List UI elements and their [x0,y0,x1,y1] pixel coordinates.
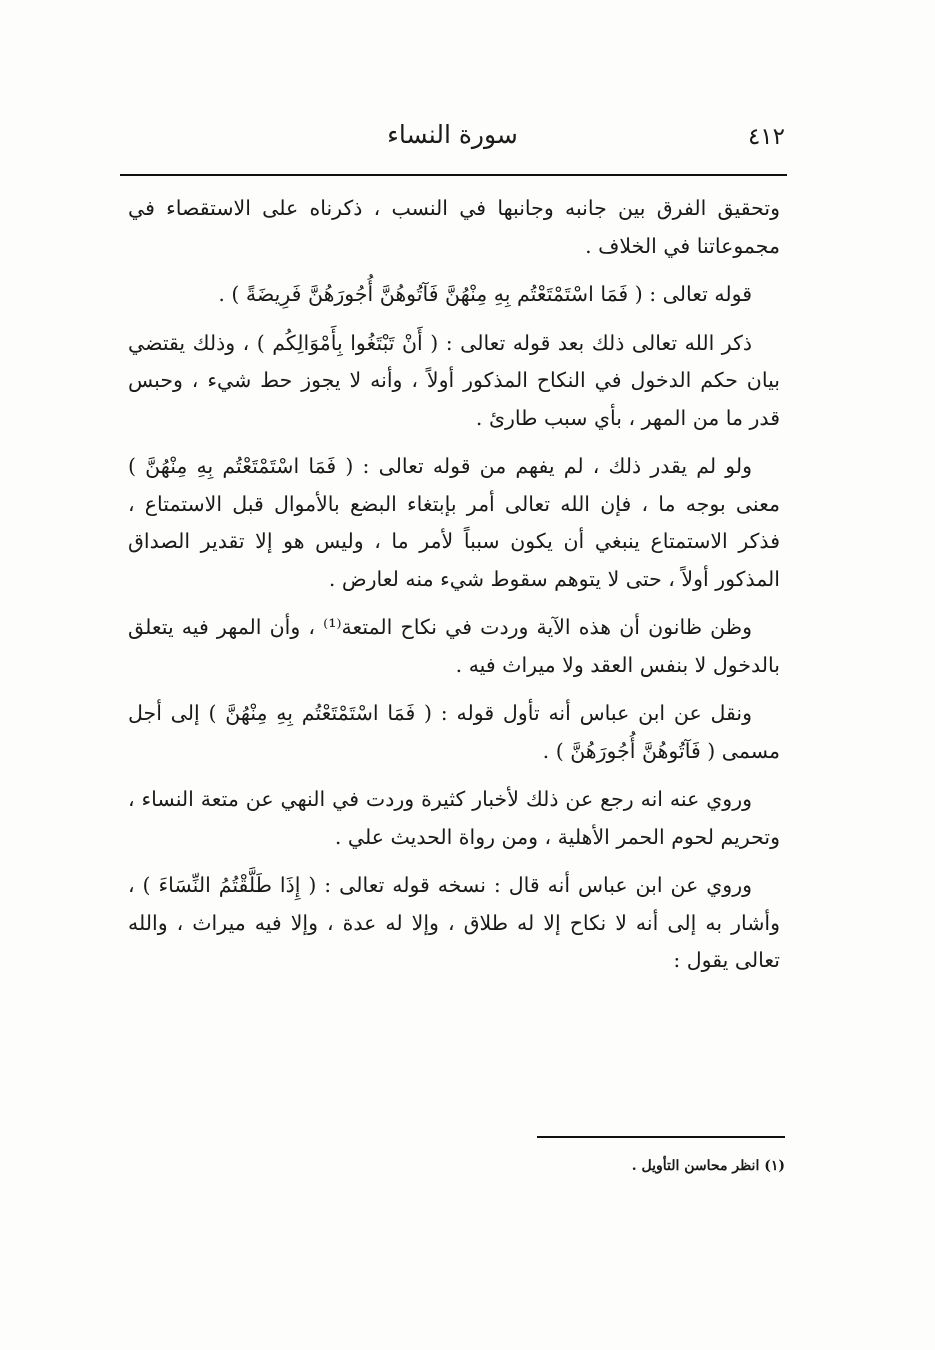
paragraph-5: وظن ظانون أن هذه الآية وردت في نكاح المتعة⁽¹⁾ ، وأن المهر فيه يتعلق بالدخول لا بنفس العقد ولا ميراث فيه . [128,615,780,677]
page-header [120,118,785,162]
footnote-divider [537,1136,785,1138]
paragraph-2: قوله تعالى : ( فَمَا اسْتَمْتَعْتُم بِهِ مِنْهُنَّ فَآتُوهُنَّ أُجُورَهُنَّ فَرِيضَةً ) . [218,282,752,306]
surah-title: سورة النساء [387,120,518,149]
paragraph-3: ذكر الله تعالى ذلك بعد قوله تعالى : ( أَنْ تَبْتَغُوا بِأَمْوَالِكُم ) ، وذلك يقتضي بيان حكم الدخول في النكاح المذكور أولاً ، وأنه لا يجوز حط شيء ، وحبس قدر ما من المهر ، بأي سبب طارئ . [128,330,780,430]
header-divider [120,174,787,176]
footnote: (١) انظر محاسن التأويل . [631,1158,785,1174]
paragraph-6: ونقل عن ابن عباس أنه تأول قوله : ( فَمَا اسْتَمْتَعْتُم بِهِ مِنْهُنَّ ) إلى أجل مسمى ( فَآتُوهُنَّ أُجُورَهُنَّ ) . [128,701,780,763]
paragraph-8: وروي عن ابن عباس أنه قال : نسخه قوله تعالى : ( إِذَا طَلَّقْتُمُ النِّسَاءَ ) ، وأشار به إلى أنه لا نكاح إلا له طلاق ، وإلا له عدة ، وإلا فيه ميراث ، والله تعالى يقول : [128,873,780,972]
page-number: ٤١٢ [747,124,785,150]
paragraph-1: وتحقيق الفرق بين جانبه وجانبها في النسب ، ذكرناه على الاستقصاء في مجموعاتنا في الخلاف . [128,196,780,258]
paragraph-4: ولو لم يقدر ذلك ، لم يفهم من قوله تعالى : ( فَمَا اسْتَمْتَعْتُم بِهِ مِنْهُنَّ ) معنى بوجه ما ، فإن الله تعالى أمر بإبتغاء البضع بالأموال قبل الاستمتاع ، فذكر الاستمتاع ينبغي أن يكون سبباً لأمر ما ، وليس هو إلا تقدير الصداق المذكور أولاً ، حتى لا يتوهم سقوط شيء منه لعارض . [128,454,780,591]
page-body [128,190,780,991]
paragraph-7: وروي عنه انه رجع عن ذلك لأخبار كثيرة وردت في النهي عن متعة النساء ، وتحريم لحوم الحمر الأهلية ، ومن رواة الحديث علي . [128,787,780,849]
